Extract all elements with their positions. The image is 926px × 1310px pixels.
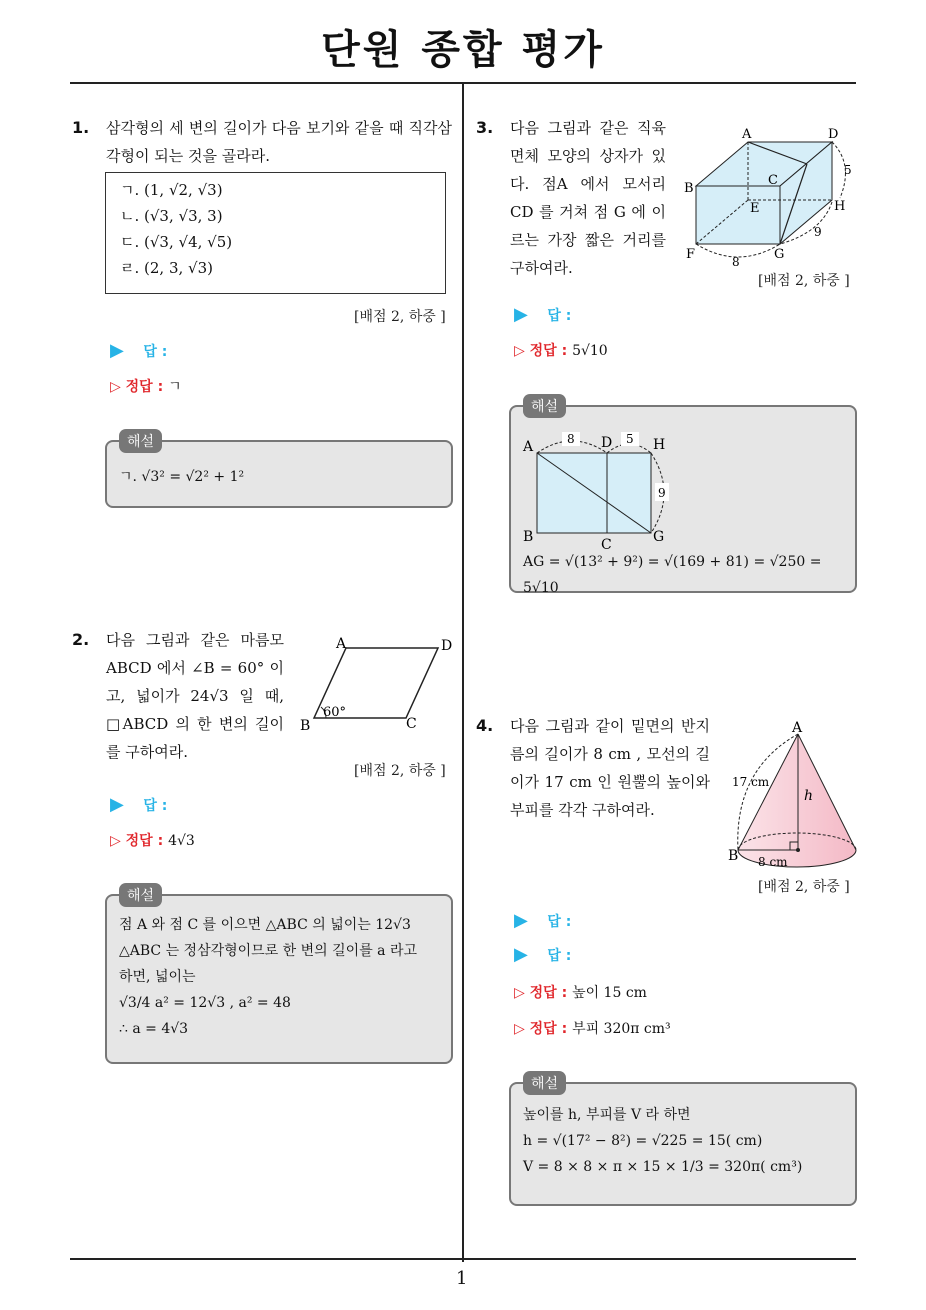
q3-solution-text: AG = √(13² + 9²) = √(169 + 81) = √250 = 5√10 bbox=[523, 554, 822, 596]
q4-solution-line-3: V = 8 × 8 × π × 15 × 1/3 = 320π( cm³) bbox=[523, 1159, 803, 1175]
q4-correct-value-2: 부피 320π cm³ bbox=[572, 1021, 671, 1037]
q2-solution-line-5: ∴ a = 4√3 bbox=[119, 1021, 189, 1037]
q2-text: 다음 그림과 같은 마름모 ABCD 에서 ∠B = 60° 이고, 넓이가 24√3 일 때, □ABCD 의 한 변의 길이를 구하여라. bbox=[106, 631, 284, 761]
q1-correct-row bbox=[110, 376, 182, 396]
q3-solution-tab: 해설 bbox=[523, 394, 566, 418]
q4-label-b: B bbox=[728, 848, 739, 864]
answer-label: 답 : bbox=[143, 798, 168, 814]
correct-label: 정답 : bbox=[529, 985, 568, 1001]
q4-number: 4. bbox=[476, 716, 494, 735]
q2-answer-row[interactable] bbox=[110, 794, 167, 815]
q2-label-b: B bbox=[300, 718, 311, 732]
q3-net-label-8: 8 bbox=[567, 432, 575, 446]
q2-solution-line-3: 하면, 넓이는 bbox=[119, 969, 196, 985]
q3-label-d: D bbox=[828, 127, 839, 142]
q4-meta: [배점 2, 하중 ] bbox=[758, 879, 850, 895]
correct-label: 정답 : bbox=[125, 833, 164, 849]
q2-label-angle: 60° bbox=[323, 705, 347, 720]
correct-label: 정답 : bbox=[529, 343, 568, 359]
q2-solution-tab: 해설 bbox=[119, 883, 162, 907]
q3-label-a: A bbox=[742, 127, 752, 142]
q1-text: 삼각형의 세 변의 길이가 다음 보기와 같을 때 직각삼각형이 되는 것을 골라라. bbox=[106, 119, 452, 165]
q4-solution-line-2: h = √(17² − 8²) = √225 = 15( cm) bbox=[523, 1133, 763, 1149]
play-icon: ▶ bbox=[110, 340, 124, 361]
q3-net-label-b: B bbox=[523, 529, 534, 545]
outline-play-icon: ▷ bbox=[514, 1021, 525, 1037]
q4-cone-figure bbox=[726, 720, 860, 872]
q3-net-label-5: 5 bbox=[626, 432, 634, 446]
q3-solution-box bbox=[509, 405, 857, 596]
q4-text: 다음 그림과 같이 밑면의 반지름의 길이가 8 cm , 모선의 길이가 17 cm 인 원뿔의 높이와 부피를 각각 구하여라. bbox=[510, 717, 710, 819]
play-icon: ▶ bbox=[110, 794, 124, 815]
q2-number: 2. bbox=[72, 630, 90, 649]
q2-label-a: A bbox=[336, 636, 347, 652]
correct-label: 정답 : bbox=[125, 379, 164, 395]
q2-meta: [배점 2, 하중 ] bbox=[354, 763, 446, 779]
q1-options-box bbox=[105, 172, 446, 294]
q3-box-figure bbox=[682, 124, 858, 268]
q3-correct-row bbox=[514, 340, 608, 360]
q3-label-b: B bbox=[684, 181, 694, 196]
q3-label-5: 5 bbox=[844, 163, 852, 177]
q3-number: 3. bbox=[476, 118, 494, 137]
q3-answer-row[interactable] bbox=[514, 304, 571, 325]
play-icon: ▶ bbox=[514, 944, 528, 965]
q2-rhombus-figure bbox=[296, 632, 460, 732]
q4-solution-body bbox=[523, 1102, 843, 1180]
answer-label: 답 : bbox=[547, 914, 572, 930]
outline-play-icon: ▷ bbox=[110, 379, 121, 395]
page-title: 단원 종합 평가 bbox=[321, 27, 605, 73]
q4-correct-value-1: 높이 15 cm bbox=[572, 985, 647, 1001]
q4-answer-row-1[interactable] bbox=[514, 910, 571, 931]
column-divider bbox=[462, 82, 464, 1262]
q3-label-g: G bbox=[774, 247, 785, 262]
answer-label: 답 : bbox=[547, 308, 572, 324]
footer-rule bbox=[70, 1258, 856, 1260]
outline-play-icon: ▷ bbox=[514, 343, 525, 359]
q3-label-c: C bbox=[768, 173, 778, 188]
q3-label-f: F bbox=[686, 247, 696, 262]
q1-number: 1. bbox=[72, 118, 90, 137]
q3-label-8: 8 bbox=[732, 255, 740, 268]
q2-solution-line-4: √3/4 a² = 12√3 , a² = 48 bbox=[119, 995, 291, 1011]
q3-correct-value: 5√10 bbox=[572, 343, 608, 359]
q4-label-a: A bbox=[792, 720, 803, 736]
q2-solution-body bbox=[119, 912, 439, 1042]
q2-correct-row bbox=[110, 830, 195, 850]
q1-correct-value: ㄱ bbox=[168, 379, 182, 395]
q4-correct-row-2 bbox=[514, 1018, 671, 1038]
q1-solution-text: ㄱ. √3² = √2² + 1² bbox=[119, 469, 245, 485]
q4-label-slant: 17 cm bbox=[732, 775, 770, 789]
q4-label-r: 8 cm bbox=[758, 855, 788, 869]
q1-solution-tab: 해설 bbox=[119, 429, 162, 453]
q4-solution-tab: 해설 bbox=[523, 1071, 566, 1095]
q4-answer-row-2[interactable] bbox=[514, 944, 571, 965]
q4-correct-row-1 bbox=[514, 982, 647, 1002]
q3-net-label-c: C bbox=[601, 537, 612, 549]
answer-label: 답 : bbox=[547, 948, 572, 964]
q3-label-9: 9 bbox=[814, 225, 822, 239]
q2-solution-box bbox=[105, 894, 453, 1064]
outline-play-icon: ▷ bbox=[110, 833, 121, 849]
q1-answer-row[interactable] bbox=[110, 340, 167, 361]
q3-net-figure bbox=[517, 425, 687, 549]
outline-play-icon: ▷ bbox=[514, 985, 525, 1001]
q4-label-h: h bbox=[804, 788, 814, 804]
q3-text: 다음 그림과 같은 직육면체 모양의 상자가 있다. 점A 에서 모서리 CD 를 거쳐 점 G 에 이르는 가장 짧은 거리를 구하여라. bbox=[510, 119, 666, 277]
q3-label-h: H bbox=[834, 199, 846, 214]
page-number: 1 bbox=[456, 1268, 468, 1289]
q3-label-e: E bbox=[750, 201, 760, 216]
play-icon: ▶ bbox=[514, 304, 528, 325]
q2-solution-line-1: 점 A 와 점 C 를 이으면 △ABC 의 넓이는 12√3 bbox=[119, 917, 411, 933]
q2-correct-value: 4√3 bbox=[168, 833, 195, 849]
q1-option-3: ㄷ. (√3, √4, √5) bbox=[120, 233, 233, 251]
q4-solution-line-1: 높이를 h, 부피를 V 라 하면 bbox=[523, 1107, 691, 1123]
q2-solution-line-2: △ABC 는 정삼각형이므로 한 변의 길이를 a 라고 bbox=[119, 943, 418, 959]
q4-solution-box bbox=[509, 1082, 857, 1206]
q3-net-label-h: H bbox=[653, 437, 666, 453]
q2-label-c: C bbox=[406, 716, 417, 732]
answer-label: 답 : bbox=[143, 344, 168, 360]
q3-net-label-a: A bbox=[523, 439, 534, 455]
play-icon: ▶ bbox=[514, 910, 528, 931]
q3-net-label-d: D bbox=[601, 435, 613, 451]
q1-option-4: ㄹ. (2, 3, √3) bbox=[120, 259, 213, 277]
correct-label: 정답 : bbox=[529, 1021, 568, 1037]
q1-option-2: ㄴ. (√3, √3, 3) bbox=[120, 207, 223, 225]
q1-meta: [배점 2, 하중 ] bbox=[354, 309, 446, 325]
q2-label-d: D bbox=[441, 638, 453, 654]
q1-option-1: ㄱ. (1, √2, √3) bbox=[120, 181, 223, 199]
q3-meta: [배점 2, 하중 ] bbox=[758, 273, 850, 289]
q3-net-label-g: G bbox=[653, 529, 665, 545]
q3-net-label-9: 9 bbox=[658, 486, 666, 500]
